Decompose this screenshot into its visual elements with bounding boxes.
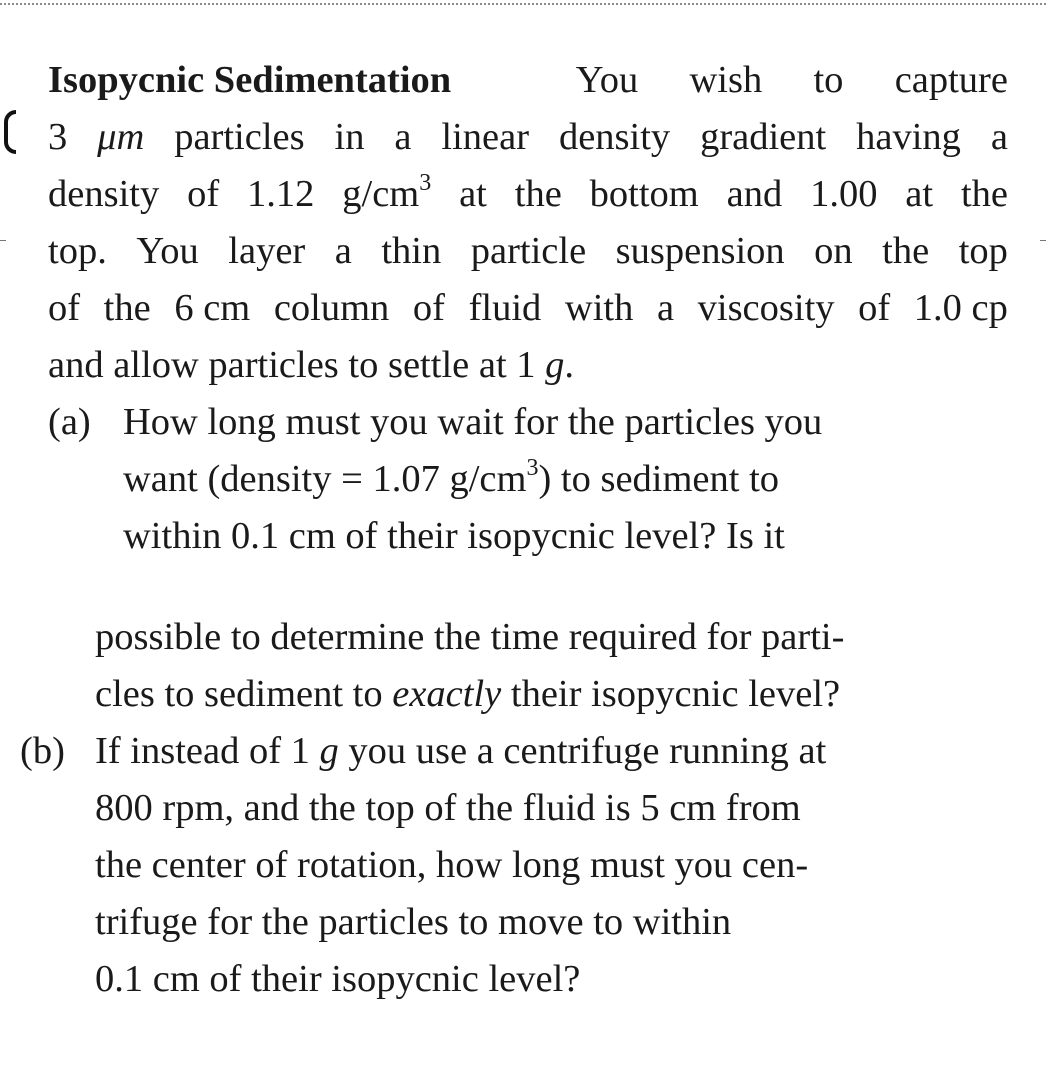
problem-line-3: density of 1.12 $g/cm^3$ at the bottom and 1.00 at the	[48, 170, 1008, 215]
problem-line-2: 3 μm particles in a linear density gradient having a	[48, 116, 1008, 158]
part-a-label: (a)	[48, 401, 91, 443]
part-b-line-5: 0.1 cm of their isopycnic level?	[95, 958, 581, 1000]
problem-line-4: top. You layer a thin particle suspension on the top	[48, 230, 1008, 272]
part-b-line-3: the center of rotation, how long must you cen-	[95, 844, 809, 886]
part-b-line-1: (b) If instead of 1 g you use a centrifuge running at	[20, 723, 976, 780]
part-b-line-4: trifuge for the particles to move to within	[95, 901, 732, 943]
part-a-line-2: want (density = 1.07 $g/cm^3$) to sediment to	[123, 455, 780, 500]
page-edge-tick-left	[0, 240, 6, 241]
part-b-label: (b)	[20, 730, 65, 772]
page-edge-bracket-mark	[4, 110, 16, 154]
problem-line-5: of the 6 cm column of fluid with a viscosity of 1.0 cp	[48, 287, 1008, 329]
problem-line-1: Isopycnic Sedimentation You wish to capture	[48, 52, 1008, 109]
part-a-line-4: possible to determine the time required for parti-	[95, 616, 845, 658]
part-b-line-2: 800 rpm, and the top of the fluid is 5 cm from	[95, 787, 801, 829]
part-a-line-1: (a) How long must you wait for the particles you	[48, 394, 1008, 451]
part-a-line-3: within 0.1 cm of their isopycnic level? Is it	[123, 515, 785, 557]
page-top-dotted-border	[0, 3, 1046, 5]
problem-title: Isopycnic Sedimentation	[48, 59, 452, 101]
page-edge-tick-right	[1040, 240, 1046, 241]
problem-statement-block	[48, 52, 1008, 565]
problem-line-6: and allow particles to settle at 1 g.	[48, 344, 575, 386]
part-a-line-5: cles to sediment to exactly their isopycnic level?	[95, 673, 841, 715]
problem-continuation-block	[20, 609, 976, 1008]
